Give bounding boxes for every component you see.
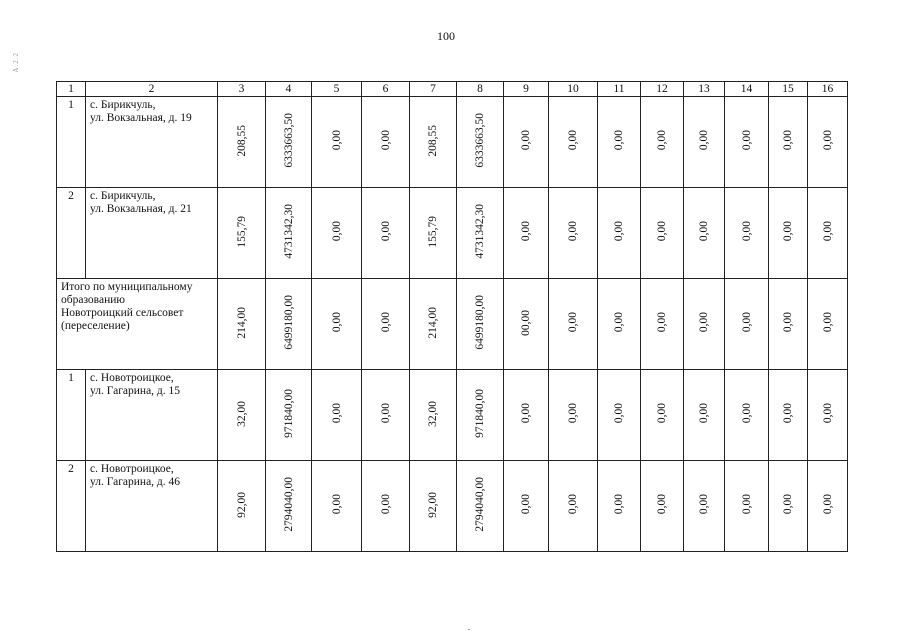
value-text: 0,00	[782, 494, 794, 515]
value-cell	[504, 188, 549, 279]
value-cell	[725, 461, 769, 552]
row-number-cell: 1	[57, 370, 86, 461]
value-text: 0,00	[330, 130, 343, 151]
value-cell	[410, 97, 457, 188]
scan-speck	[468, 629, 470, 630]
value-cell	[457, 97, 504, 188]
value-cell	[808, 188, 848, 279]
total-label-line: образованию	[61, 294, 125, 306]
value-cell	[808, 461, 848, 552]
value-cell	[410, 370, 457, 461]
value-cell	[725, 370, 769, 461]
value-cell	[218, 370, 266, 461]
value-text: 214,00	[427, 306, 439, 339]
value-text: 214,00	[235, 306, 248, 339]
value-text: 0,00	[821, 130, 834, 151]
value-text: 0,00	[782, 130, 794, 151]
address-line: с. Бирикчуль,	[90, 190, 156, 202]
value-cell	[684, 97, 725, 188]
value-cell	[218, 461, 266, 552]
value-cell	[312, 461, 362, 552]
value-text: 0,00	[567, 494, 579, 515]
value-cell	[362, 97, 410, 188]
value-text: 0,00	[656, 221, 668, 242]
address-line: с. Бирикчуль,	[90, 99, 156, 111]
value-cell	[808, 97, 848, 188]
value-text: 0,00	[656, 312, 668, 333]
value-cell	[457, 370, 504, 461]
value-cell	[641, 188, 684, 279]
value-text: 0,00	[330, 403, 343, 424]
value-text: 0,00	[520, 130, 532, 151]
data-table	[56, 81, 848, 552]
address-line: ул. Гагарина, д. 46	[90, 476, 181, 488]
value-cell	[549, 279, 598, 370]
value-text: 155,79	[427, 215, 439, 248]
value-cell	[641, 461, 684, 552]
value-text: 0,00	[520, 403, 532, 424]
total-label-line: Итого по муниципальному	[61, 281, 193, 293]
value-text: 4731342,30	[282, 204, 295, 259]
table-row	[57, 97, 848, 188]
value-cell	[218, 279, 266, 370]
row-number-cell: 1	[57, 97, 86, 188]
value-text: 0,00	[740, 221, 753, 242]
value-text: 0,00	[330, 312, 343, 333]
header-cell: 13	[684, 82, 725, 97]
address-line: с. Новотроицкое,	[90, 372, 174, 384]
value-text: 971840,00	[282, 389, 295, 438]
value-cell	[684, 370, 725, 461]
value-cell	[549, 97, 598, 188]
value-cell	[362, 188, 410, 279]
header-cell: 4	[266, 82, 312, 97]
value-text: 208,55	[427, 124, 439, 157]
value-cell	[457, 188, 504, 279]
header-cell: 1	[57, 82, 86, 97]
row-number-cell: 2	[57, 188, 86, 279]
table-body	[57, 97, 848, 552]
value-text: 0,00	[821, 494, 834, 515]
header-cell: 14	[725, 82, 769, 97]
value-cell	[725, 188, 769, 279]
value-text: 0,00	[821, 221, 834, 242]
value-text: 92,00	[427, 491, 439, 518]
value-text: 0,00	[656, 403, 668, 424]
value-text: 0,00	[698, 221, 710, 242]
value-cell	[504, 370, 549, 461]
value-text: 0,00	[656, 494, 668, 515]
value-cell	[312, 370, 362, 461]
value-text: 0,00	[379, 494, 392, 515]
value-cell	[769, 370, 808, 461]
value-cell	[598, 97, 641, 188]
value-text: 2794040,00	[474, 477, 486, 532]
header-cell: 8	[457, 82, 504, 97]
value-cell	[457, 279, 504, 370]
value-cell	[218, 97, 266, 188]
value-text: 0,00	[613, 221, 625, 242]
address-cell	[86, 370, 218, 461]
value-text: 0,00	[613, 130, 625, 151]
value-cell	[808, 279, 848, 370]
value-cell	[549, 370, 598, 461]
value-text: 208,55	[235, 124, 248, 157]
value-text: 0,00	[520, 221, 532, 242]
value-cell	[457, 461, 504, 552]
value-text: 0,00	[698, 494, 710, 515]
value-text: 6499180,00	[282, 295, 295, 350]
address-line: ул. Вокзальная, д. 19	[90, 112, 192, 124]
header-cell: 15	[769, 82, 808, 97]
value-text: 0,00	[740, 494, 753, 515]
address-cell	[86, 461, 218, 552]
value-text: 0,00	[821, 312, 834, 333]
value-cell	[808, 370, 848, 461]
total-label-line: Новотроицкий сельсовет	[61, 307, 184, 319]
value-text: 0,00	[740, 130, 753, 151]
row-number-cell: 2	[57, 461, 86, 552]
value-cell	[410, 461, 457, 552]
value-text: 155,79	[235, 215, 248, 248]
value-text: 0,00	[613, 312, 625, 333]
value-cell	[769, 97, 808, 188]
value-cell	[504, 279, 549, 370]
value-cell	[410, 188, 457, 279]
total-label-line: (переселение)	[61, 320, 130, 332]
header-cell: 11	[598, 82, 641, 97]
value-text: 0,00	[567, 221, 579, 242]
value-text: 0,00	[379, 403, 392, 424]
value-cell	[549, 461, 598, 552]
value-text: 0,00	[782, 312, 794, 333]
value-text: 0,00	[520, 494, 532, 515]
value-cell	[641, 279, 684, 370]
value-cell	[266, 188, 312, 279]
value-text: 0,00	[379, 221, 392, 242]
value-text: 6333663,50	[282, 113, 295, 168]
header-cell: 10	[549, 82, 598, 97]
value-cell	[312, 279, 362, 370]
value-text: 32,00	[235, 400, 248, 427]
value-cell	[598, 279, 641, 370]
address-line: с. Новотроицкое,	[90, 463, 174, 475]
value-cell	[725, 97, 769, 188]
page-number: 100	[437, 29, 455, 43]
value-text: 0,00	[740, 312, 753, 333]
value-text: 6333663,50	[474, 113, 486, 168]
value-text: 0,00	[782, 403, 794, 424]
value-text: 0,00	[821, 403, 834, 424]
value-text: 0,00	[740, 403, 753, 424]
value-cell	[769, 188, 808, 279]
address-line: ул. Вокзальная, д. 21	[90, 203, 192, 215]
header-cell: 3	[218, 82, 266, 97]
value-text: 0,00	[567, 312, 579, 333]
value-cell	[362, 461, 410, 552]
address-line: ул. Гагарина, д. 15	[90, 385, 181, 397]
value-text: 2794040,00	[282, 477, 295, 532]
value-text: 0,00	[567, 403, 579, 424]
value-text: 0,00	[656, 130, 668, 151]
value-text: 0,00	[613, 403, 625, 424]
value-text: 0,00	[698, 312, 710, 333]
value-cell	[684, 461, 725, 552]
value-cell	[312, 97, 362, 188]
value-cell	[312, 188, 362, 279]
value-cell	[769, 461, 808, 552]
value-text: 0,00	[330, 221, 343, 242]
header-cell: 16	[808, 82, 848, 97]
header-cell: 6	[362, 82, 410, 97]
table-header	[57, 82, 848, 97]
value-cell	[549, 188, 598, 279]
value-cell	[598, 461, 641, 552]
value-text: 0,00	[613, 494, 625, 515]
header-cell: 5	[312, 82, 362, 97]
value-cell	[598, 188, 641, 279]
value-cell	[504, 97, 549, 188]
value-cell	[266, 461, 312, 552]
total-row	[57, 279, 848, 370]
value-cell	[641, 97, 684, 188]
header-cell: 12	[641, 82, 684, 97]
value-cell	[218, 188, 266, 279]
address-cell	[86, 97, 218, 188]
address-cell	[86, 188, 218, 279]
value-text: 32,00	[427, 400, 439, 427]
value-cell	[641, 370, 684, 461]
value-cell	[266, 279, 312, 370]
table-row	[57, 370, 848, 461]
value-cell	[362, 279, 410, 370]
value-text: 00,00	[520, 309, 532, 336]
value-cell	[504, 461, 549, 552]
value-text: 0,00	[698, 403, 710, 424]
value-cell	[684, 279, 725, 370]
table-row	[57, 188, 848, 279]
value-cell	[725, 279, 769, 370]
value-cell	[769, 279, 808, 370]
value-text: 92,00	[235, 491, 248, 518]
value-cell	[266, 97, 312, 188]
value-cell	[684, 188, 725, 279]
value-text: 0,00	[567, 130, 579, 151]
value-text: 6499180,00	[474, 295, 486, 350]
value-text: 4731342,30	[474, 204, 486, 259]
header-cell: 7	[410, 82, 457, 97]
value-text: 0,00	[698, 130, 710, 151]
margin-mark: А.2.2	[12, 52, 20, 73]
value-cell	[362, 370, 410, 461]
value-text: 0,00	[782, 221, 794, 242]
header-cell: 2	[86, 82, 218, 97]
value-cell	[598, 370, 641, 461]
value-text: 971840,00	[474, 389, 486, 438]
value-text: 0,00	[330, 494, 343, 515]
total-label-cell	[57, 279, 218, 370]
header-cell: 9	[504, 82, 549, 97]
value-cell	[410, 279, 457, 370]
table-row	[57, 461, 848, 552]
value-text: 0,00	[379, 312, 392, 333]
header-row	[57, 82, 848, 97]
value-cell	[266, 370, 312, 461]
value-text: 0,00	[379, 130, 392, 151]
